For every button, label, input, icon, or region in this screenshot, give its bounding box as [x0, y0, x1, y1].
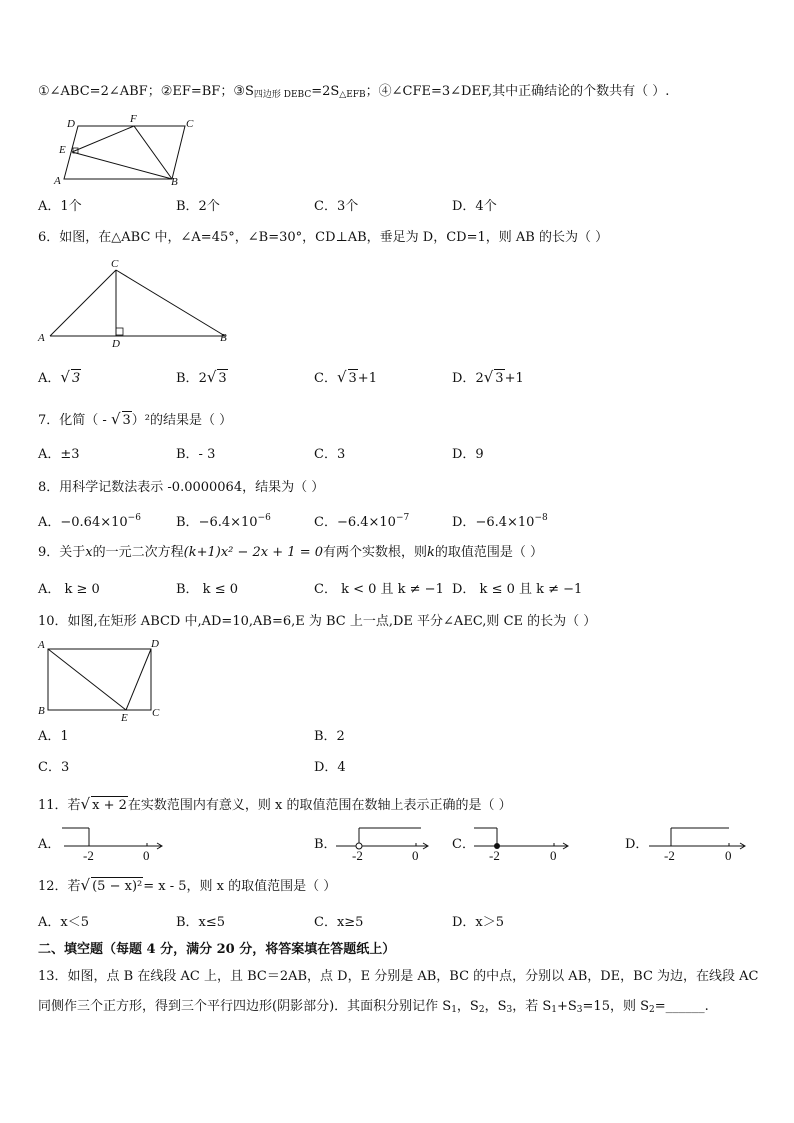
q8-stem: 8．用科学记数法表示 -0.0000064，结果为（ ）	[38, 480, 325, 495]
q10-label-e: E	[121, 712, 128, 724]
q6-label-d: D	[112, 338, 120, 350]
q9-option-b: B． k ≤ 0	[176, 582, 238, 597]
q8-option-c: C．$-6.4\times 10^{-7}$	[314, 513, 410, 530]
q13-line-2: 同侧作三个正方形，得到三个平行四边形(阴影部分)．其面积分别记作 $S_1$，$S_2$，$S_3$，若 $S_1+S_3=15$，则 $S_2=\_\_\_\_\_\_$.	[38, 999, 709, 1015]
q10-option-c: C．3	[38, 760, 70, 775]
q11-d-tick-left: -2	[664, 848, 675, 863]
q8-option-d: D．$-6.4\times 10^{-8}$	[452, 513, 548, 530]
q11-c-tick-right: 0	[550, 848, 557, 863]
q6-option-c: C．√ 3+1	[314, 368, 377, 386]
q5-parallelogram-figure	[50, 113, 200, 188]
q5-label-b: B	[171, 176, 178, 188]
q6-label-a: A	[38, 332, 45, 344]
q6-option-b: B．2√ 3	[176, 368, 227, 386]
q5-label-e: E	[59, 144, 66, 156]
q5-option-a: A．1个	[38, 199, 82, 214]
q11-number-line-b	[330, 825, 435, 861]
q11-option-b-letter: B．	[314, 837, 337, 852]
q11-stem: 11．若√ x + 2在实数范围内有意义，则 x 的取值范围在数轴上表示正确的是（ ）	[38, 795, 512, 813]
q5-stem: ①∠ABC=2∠ABF；②EF=BF；$③S_{四边形 DEBC}=2S_{\triangle EFB}$；④∠CFE=3∠DEF,其中正确结论的个数共有（ ）.	[38, 84, 670, 100]
q12-option-c: C．x≥5	[314, 915, 364, 930]
q10-label-b: B	[38, 705, 45, 717]
q7-option-b: B．- 3	[176, 447, 216, 462]
q10-stem: 10．如图,在矩形 ABCD 中,AD=10,AB=6,E 为 BC 上一点,DE 平分∠AEC,则 CE 的长为（ ）	[38, 614, 597, 629]
q10-label-c: C	[152, 707, 160, 719]
q11-number-line-d	[645, 825, 750, 861]
q8-option-a: A．$-0.64\times 10^{-6}$	[38, 513, 141, 530]
q12-stem: 12．若√ (5 − x)²= x - 5，则 x 的取值范围是（ ）	[38, 876, 337, 894]
q11-d-tick-right: 0	[725, 848, 732, 863]
q6-option-d: D．2√ 3+1	[452, 368, 524, 386]
q10-rectangle-figure	[38, 640, 168, 722]
q6-triangle-figure	[38, 255, 238, 350]
q11-a-tick-right: 0	[143, 848, 150, 863]
q7-option-d: D．9	[452, 447, 484, 462]
q11-number-line-c	[470, 825, 575, 861]
q11-option-a-letter: A．	[38, 837, 61, 852]
q11-option-d-letter: D．	[625, 837, 649, 852]
q11-a-tick-left: -2	[83, 848, 94, 863]
q7-stem: 7．化简（ - √ 3）²的结果是（ ）	[38, 410, 233, 428]
q9-option-a: A． k ≥ 0	[38, 582, 100, 597]
q5-label-f: F	[130, 113, 137, 125]
q11-number-line-a	[58, 825, 170, 861]
q8-option-b: B．$-6.4\times 10^{-6}$	[176, 513, 271, 530]
q10-option-d: D．4	[314, 760, 346, 775]
q5-option-d: D．4个	[452, 199, 497, 214]
q6-label-b: B	[220, 332, 227, 344]
q9-option-d: D． k ≤ 0 且 k ≠ −1	[452, 582, 583, 597]
q13-line-1: 13．如图，点 B 在线段 AC 上，且 BC＝2AB，点 D，E 分别是 AB，BC 的中点，分别以 AB，DE，BC 为边，在线段 AC	[38, 969, 759, 984]
q12-option-d: D．x＞5	[452, 915, 505, 930]
q12-option-b: B．x≤5	[176, 915, 226, 930]
q10-label-a: A	[38, 639, 45, 651]
section-2-heading: 二、填空题（每题 4 分，满分 20 分，将答案填在答题纸上）	[38, 942, 396, 957]
q5-option-c: C．3个	[314, 199, 359, 214]
q10-option-b: B．2	[314, 729, 345, 744]
q6-stem: 6．如图，在△ABC 中，∠A=45°，∠B=30°，CD⊥AB，垂足为 D，CD=1，则 AB 的长为（ ）	[38, 230, 609, 245]
q11-b-tick-right: 0	[412, 848, 419, 863]
q6-option-a: A．√ 3	[38, 368, 81, 386]
q12-option-a: A．x＜5	[38, 915, 89, 930]
q5-label-d: D	[67, 118, 75, 130]
q7-option-c: C．3	[314, 447, 346, 462]
q11-b-tick-left: -2	[352, 848, 363, 863]
q7-option-a: A．±3	[38, 447, 80, 462]
q9-stem: 9．关于x的一元二次方程(k+1)x² − 2x + 1 = 0有两个实数根，则k的取值范围是（ ）	[38, 545, 544, 560]
q10-option-a: A．1	[38, 729, 69, 744]
q5-option-b: B．2个	[176, 199, 220, 214]
q10-label-d: D	[151, 638, 159, 650]
q5-label-a: A	[54, 175, 61, 187]
q5-label-c: C	[186, 118, 194, 130]
q11-option-c-letter: C．	[452, 837, 475, 852]
q11-c-tick-left: -2	[489, 848, 500, 863]
q6-label-c: C	[111, 258, 119, 270]
q9-option-c: C． k < 0 且 k ≠ −1	[314, 582, 444, 597]
